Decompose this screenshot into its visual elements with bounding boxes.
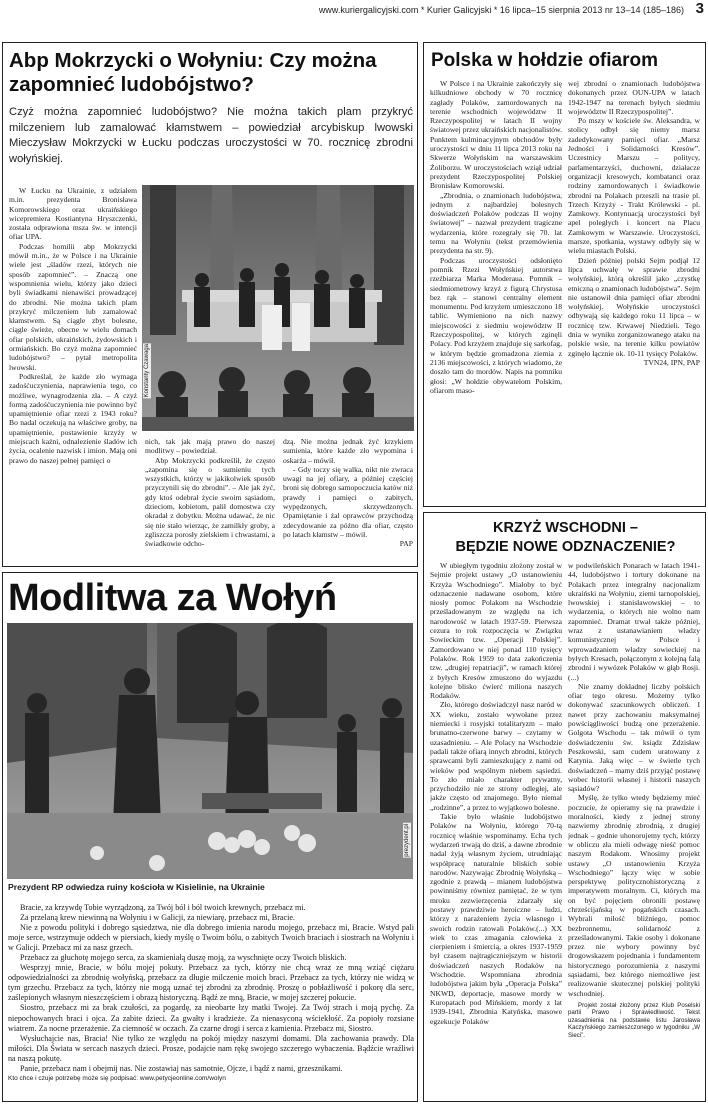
prayer-paragraph: Panie, przebacz nam i obejmij nas. Nie zostawiaj nas samotnie, Ojcze, i bądź z nami, grzesznikami.: [20, 1063, 343, 1073]
paragraph: w podwileńskich Ponarach w latach 1941-44, ludobójstwo i tortury dokonane na Polakach przez integralny nacjonalizm ukraiński na Wołyniu, ziemi tarnopolskiej, lwowskiej i stanisławowskiej – to wydarzenia, o których nie wolno nam zapomnieć. Dramat trwał także później, wraz z ustanawianiem władzy komunistycznej w Polsce i wprowadzaniem władzy sowieckiej na byłych Kresach, połączonym z kolejną falą zbrodni i wywózek Polaków w głąb Rosji. (...): [568, 561, 700, 682]
article-title: KRZYŻ WSCHODNI – BĘDZIE NOWE ODZNACZENIE?: [455, 520, 676, 555]
paragraph: Myślę, że tylko wtedy będziemy mieć poczucie, że opieramy się na prawdzie i moralności, kiedy z jednej strony nazwiemy zbrodnię zbrodnią, z drugiej jednak – godnie uhonorujemy tych, którzy w obliczu zła mieli odwagę nieść pomoc naszym Rodakom. Wnosimy projekt ustawy „O ustanowieniu Krzyża Wschodniego” łączy więc w sobie perspektywę politycznohistoryczną z imperatywem moralnym. Ci, których ma on być pojęciem obronili postawę chrześcijańską w pogańskich czasach. Wybrali miłość bliźniego, pomoc bezbronnemu, solidarność z prześladowanymi. Takie osoby i dokonane przez nie wybory powinny być drogowskazem pojednania i fundamentem historycznego porozumienia z naszymi sąsiadami, bez którego niemożliwe jest realizowanie skutecznej polskiej polityki wschodniej.: [568, 793, 700, 998]
paragraph: Nie znamy dokładnej liczby polskich ofiar tego okresu. Możemy tylko dokonywać szacunkowych obliczeń. I nawet przy zachowaniu maksymalnej powściągliwości budzą one przerażenie. Golgota Wschodu – tak mówił o tym doświadczeniu św. ksiądz Zdzisław Peszkowski, sam cudem uratowany z Katynia. Jaką więc – w świetle tych doświadczeń – mamy dziś przyjąć postawę wobec historii własnej i historii naszych sąsiadów?: [568, 681, 700, 794]
article-title: Abp Mokrzycki o Wołyniu: Czy można zapomnieć ludobójstwo?: [9, 49, 377, 96]
article-column-1: [430, 561, 562, 1099]
paragraph: W Polsce i na Ukrainie zakończyły się kilkudniowe obchody w 70 rocznicę zagłady Polaków, zamordowanych na terenie wschodnich województw II Rzeczypospolitej w latach II wojny światowej przez ukraińskich nacjonalistów. Punktem kulminacyjnym obchodów były uroczystości w dniu 11 lipca 2013 roku na Skwerze Wołyńskim na warszawskim Żoliborzu. W uroczystościach wziął udział prezydent Rzeczypospolitej Polskiej Bronisław Komorowski.: [430, 79, 562, 191]
running-head-text: www.kuriergalicyjski.com * Kurier Galicyjski * 16 lipca–15 sierpnia 2013 nr 13–14 (185–186): [318, 5, 684, 15]
article-polska-holdzie: [423, 42, 706, 507]
article-column-2: [568, 79, 700, 504]
paragraph: W ubiegłym tygodniu złożony został w Sejmie projekt ustawy „O ustanowieniu Krzyża Wschodniego”. Miałoby to być odznaczenie nadawane osobom, które niosły pomoc Polakom na Wschodzie prześladowanym ze względu na ich narodowość w latach 1937-59. Pierwsza cezura to rok rozpoczęcia w Związku Sowieckim tzw. „Operacji Polskiej”. Zamordowano w niej ponad 110 tysięcy Polaków. Rok 1959 to data zakończenia tzw. „drugiej repatriacji”, w ramach której z byłych Kresów zmuszono do wyjazdu kolejne blisko ćwierć miliona naszych Rodaków.: [430, 561, 562, 701]
paragraph: „Zbrodnia, o znamionach ludobójstwa, jednym z najbardziej bolesnych doświadczeń Polaków podczas II wojny światowej” – nazwał prezydent tragiczne wydarzenia, które rozegrały się 70. lat temu na Wołyniu (tekst przemówienia prezydenta na str. 9).: [430, 190, 562, 256]
photo-caption: Prezydent RP odwiedza ruiny kościoła w Kisielinie, na Ukrainie: [8, 882, 265, 892]
prayer-paragraph: Przebacz za głuchotę mojego serca, za skamieniałą duszę moją, za wyschnięte oczy Twoich bliskich.: [20, 953, 347, 963]
paragraph: - Gdy toczy się walka, nikt nie zwraca uwagi na jej ofiary, a później częściej broni się dobrego samopoczucia katów niż prawdy i pamięci o zabitych, wypędzonych, skrzywdzonych. Opamiętanie i żal oprawców przychodzą zdecydowanie za późno dla ofiar, często po latach kłamstw – mówił.: [283, 464, 413, 539]
paragraph: Podkreślał, że każde zło wymaga zadośćuczynienia, naprawienia tego, co możliwe, wynagrodzenia zła. – A czyż formą zadośćuczynienia nie powinno być upamiętnienie ofiar rzezi z 1943 roku? Bo nadal oczekują na właściwe groby, na upamiętnienie, postawienie krzyży w miejscach kaźni, odnalezienie śladów ich życia, ocalenie nazwisk i imion. Mają oni prawo do naszej pełnej pamięci o: [9, 371, 137, 465]
prayer-paragraph: Nie z powodu polityki i dobrego sąsiedztwa, nie dla dobrego imienia narodu mojego, przebacz mi, Bracie. Wstyd pali moje serce, wstrzymuje oddech w piersiach, kiedy myślę o Twoim bólu, o zabitych Twoich braciach i siostrach na Wołyniu i w Galicji. Przebacz mi za nasz grzech.: [8, 923, 414, 953]
prayer-paragraph: Wesprzyj mnie, Bracie, w bólu mojej pokuty. Przebacz za tych, którzy nie chcą wraz ze mną wziąć ciężaru odpowiedzialności za zbrodnię wołyńską, przebacz za długie milczenie moich braci. Przebacz za tych, którzy nie widzą w tym grzechu. Przebacz za tych, którzy nie mogą uznać tej zbrodni za zbrodnię. Proszę o pobłażliwość i pokorę dla serc, zaślepionych własnym nieszczęściem i obrazą historyczną. Bądź ze mną, Bracie, w mojej szczerej pokucie.: [8, 963, 414, 1003]
paragraph: nich, tak jak mają prawo do naszej modlitwy – powiedział.: [145, 437, 275, 456]
article-column-2: [145, 437, 275, 557]
photo-kisielin-ruins: [7, 623, 413, 879]
article-column-3: [283, 437, 413, 563]
source-credit: PAP: [399, 539, 413, 549]
page-number: 3: [695, 0, 704, 17]
photo-credit: prezydent.pl: [404, 824, 410, 857]
paragraph: Po mszy w kościele św. Aleksandra, w stolicy odbył się niemy marsz zadedykowany pamięci ofiar. „Marsz Jedności i Solidarności Kresów”. Uczestnicy Marszu – politycy, parlamentarzyści, duchowni, działacze organizacji kresowych, kombatanci oraz rodziny zamordowanych i świadkowie zbrodni na Polakach przeszli na trasie pl. Trzech Krzyży - Trakt Królewski - pl. Zamkowy. Kontynuacją uroczystości był apel poległych i koncert na Placu Zamkowym w Warszawie. Uroczystości, marsze, spotkania, wystawy odbyły się w wielu miastach Polski.: [568, 116, 700, 256]
article-krzyz-wschodni: [423, 512, 706, 1102]
photo-kisielin-image: [7, 623, 413, 879]
photo-credit: Konstanty Czawaga: [144, 344, 150, 398]
paragraph: Podczas uroczystości odsłonięto pomnik Rzezi Wołyńskiej autorstwa rzeźbiarza Marka Moderaua. Pomnik – siedmiometrowy krzyż z figurą Chrystusa bez rąk – stanowi centralny element monumentu. Pod krzyżem umieszczono 18 tablic. Wymieniono na nich nazwy miejscowości z siedmiu województw II Rzeczypospolitej, w których zginęli Polacy. Pod krzyżem znajduje się sarkofag, w którym będzie gromadzona ziemia z 2136 miejscowości, z których wiadomo, że doszło tam do mordów. Napis na pomniku głosi: „W hołdzie obywatelom Polskim, ofiarom maso-: [430, 255, 562, 395]
article-title: Polska w hołdzie ofiarom: [431, 50, 658, 71]
paragraph: dzą. Nie można jednak żyć krzykiem sumienia, które każde zło wypomina i oskarża – mówił.: [283, 437, 413, 465]
article-mokrzycki: [2, 42, 418, 567]
article-title: Modlitwa za Wołyń: [8, 577, 337, 619]
paragraph: Podczas homilii abp Mokrzycki mówił m.in., że w Polsce i na Ukrainie wiele jest „śladów rzezi, których nie sposób zapomnieć”. – Znaczą one wspomnienia wielu, którzy jako dzieci byli świadkami nienawiści prowadzącej do zbrodni. Nie można takich plam przykryć milczeniem lub zamalować kłamstwem. Są ciągle zbyt bolesne, ciągle świeże, obecne w wielu domach ofiar polskich, ukraińskich, żydowskich i ormiańskich. Bo czyż można zapomnieć ludobójstwo? – pytał metropolita lwowski.: [9, 241, 137, 372]
prayer-paragraph: Bracie, za krzywdę Tobie wyrządzoną, za Twój ból i ból twoich krewnych, przebacz mi.: [20, 903, 306, 912]
footnote: Projekt został złożony przez Klub Poselski partii Prawo i Sprawiedliwość. Tekst uzasadnienia na podstawie listu Jarosława Kaczyńskiego zamieszczonego w tygodniku „W Sieci”.: [568, 1001, 700, 1039]
article-modlitwa: [2, 572, 418, 1102]
prayer-paragraph: Za przelaną krew niewinną na Wołyniu i w Galicji, za niewiarę, przebacz mi, Bracie.: [20, 913, 295, 923]
photo-mass-image: [142, 185, 414, 431]
paragraph: Zło, którego doświadczył nasz naród w XX wieku, zostało wywołane przez niemiecki i rosyjski totalitaryzm – mało brunatno-czerwone barwy – czytamy w uzasadnieniu. – Ale Polacy na Wschodzie padali także ofiarą innych zbrodni, których sprawcami byli zamieszkujący z nami od wieków pod wspólnym niebem sąsiedzi. To zło miało charakter prywatny, przychodziło nie ze strony odległej, ale jakże często od znajomego. Było niemal „rodzinne”, a przez to wyjątkowo bolesne.: [430, 700, 562, 812]
prayer-paragraph: Siostro, przebacz mi za brak czułości, za pogardę, za nieobarte łzy matki Twojej. Za Twój strach i moją pychę. Za niepochowanych braci i ojca. Za zabite dzieci. Za gwałty i kradzieże. Za nienasyconą wściekłość. Za popioły rozsiane wiatrem. Za nocne przerażenie. Za ciemność w oczach. Za czarne drogi i serca z kamienia. Przebacz mi, Siostro.: [8, 1003, 414, 1033]
article-column-2: [568, 561, 700, 1099]
paragraph: wej zbrodni o znamionach ludobójstwa dokonanych przez OUN-UPA w latach 1942-1947 na terenach byłych siedmiu województw II Rzeczypospolitej”.: [568, 79, 700, 116]
paragraph: Takie było właśnie ludobójstwo Polaków na Wołyniu, którego 70-tą rocznicę właśnie wspominamy. Echa tych wydarzeń trwają do dziś, a dawne zbrodnie nadal żyją własnym życiem, utrudniając współpracę naturalnie bliskich sobie narodów. Nazywając Zbrodnię Wołyńską – zgodnie z prawdą – mianem ludobójstwa powinniśmy równiez pamiętać, że w tym mroku zezwierzęcenia zdarzały się postawy prawdziwie heroiczne – ludzi, którzy z narażeniem życia własnego i swoich rodzin ratowali Polaków.(...) XX wiek to czas zmagania człowieka z cierpieniem i śmiercią, a okres 1937-1959 był czasem najtragiczniejszym w historii doświadczeń naszych Rodaków na Wschodzie. Wspomniana zbrodnia ludobójstwa jakim była „Operacja Polska” NKWD, deportacje, masowe mordy w Kuropatach pod Mińskiem, mordy z lat 1939-1941, Zbrodnia Katyńska, masowe egzekucje Polaków: [430, 812, 562, 1026]
photo-mass-lutsk: [142, 185, 414, 431]
source-credit: TVN24, IPN, PAP: [643, 357, 700, 367]
running-header: [0, 0, 708, 20]
paragraph: Dzień później polski Sejm podjął 12 lipca uchwałę w sprawie zbrodni wołyńskiej, którą określił jako „czystkę etniczną o znamionach ludobójstwa”. Sejm nie ustanowił dnia pamięci ofiar zbrodni wołyńskiej. Wołyńskie uroczystości odbywają się każdego roku 11 lipca – w rocznicę tzw. Krwawej Niedzieli. Tego dnia w wyniku zorganizowanego ataku na polskie wsie, na terenie kilku powiatów zginęło łącznie ok. 10-11 tysięcy Polaków.: [568, 255, 700, 358]
article-lead: Czyż można zapomnieć ludobójstwo? Nie można takich plam przykryć milczeniem lub zamalować kłamstwem – powiedział arcybiskup lwowski Mieczysław Mokrzycki w Łucku podczas uroczystości w 70. rocznicę zbrodni wołyńskiej.: [9, 106, 413, 165]
paragraph: Abp Mokrzycki podkreślił, że często „zapomina się o sumieniu tych wszystkich, którzy w jakikolwiek sposób przyczynili się do zbrodni”. – Ale jak żyć, gdy ktoś odebrał życie swoim sąsiadom, dzieciom, kobietom, palił domostwa czy okradał z dobytku. Można udawać, że nic się nie stało wierząc, że zamilkły groby, a zgliszcza porosły zielskiem i chwastami, a świadkowie odcho-: [145, 455, 275, 549]
prayer-paragraph: Wysłuchajcie nas, Bracia! Nie tylko ze względu na pokój między naszymi domami. Dla zachowania prawdy. Dla miłości. Dla Świata w sercach naszych dzieci. Prosze, podajcie nam rękę swojego szczerego wybaczenia. Bądźcie wraźliwi na naszą pokutę.: [8, 1033, 414, 1063]
article-column-1: [430, 79, 562, 501]
article-column-1: [9, 186, 137, 556]
paragraph: W Łucku na Ukrainie, z udziałem m.in. prezydenta Bronisława Komorowskiego oraz ukraińskiego wicepremiera Kostiantyna Hryszczenki, została odprawiona msza św. w intencji ofiar UPA.: [9, 186, 137, 242]
petition-link: Kto chce i czuje potrzebę może się podpisać: www.petycjeonline.com/wolyn: [8, 1074, 226, 1082]
prayer-text: [8, 903, 414, 1098]
